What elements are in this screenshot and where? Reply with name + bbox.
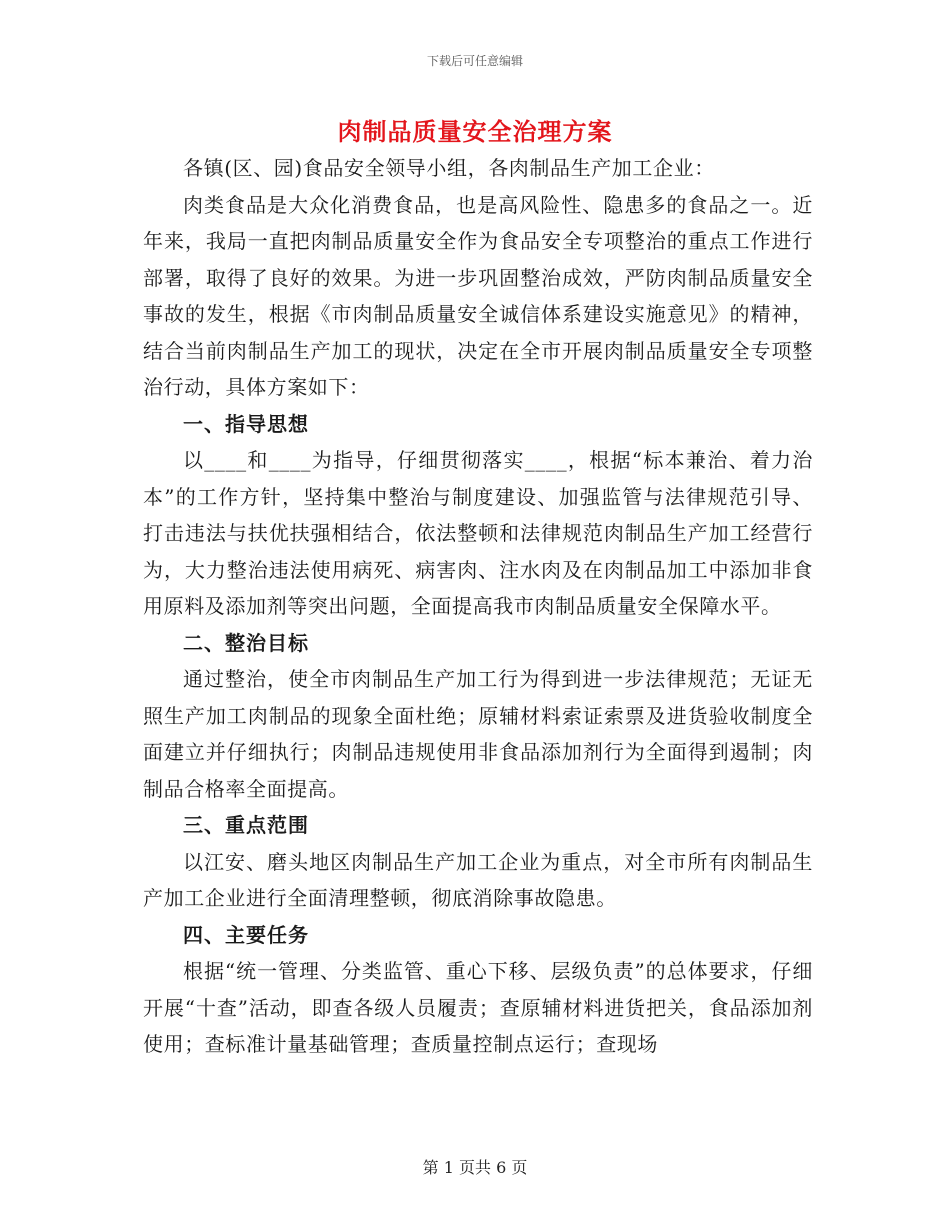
intro-paragraph: 肉类食品是大众化消费食品，也是高风险性、隐患多的食品之一。近年来，我局一直把肉制品质量安全作为食品安全专项整治的重点工作进行部署，取得了良好的效果。为进一步巩固整治成效，严防肉制品质量安全事故的发生，根据《市肉制品质量安全诚信体系建设实施意见》的精神，结合当前肉制品生产加工的现状，决定在全市开展肉制品质量安全专项整治行动，具体方案如下： [143,192,813,399]
section-heading-guiding-ideology: 一、指导思想 [183,411,309,436]
salutation-paragraph: 各镇(区、园)食品安全领导小组，各肉制品生产加工企业： [183,156,715,180]
section-heading-key-scope: 三、重点范围 [183,813,309,837]
section-paragraph-guiding-ideology: 以____和____为指导，仔细贯彻落实____，根据“标本兼治、着力治本”的工作方针，坚持集中整治与制度建设、加强监管与法律规范引导、打击违法与扶优扶强相结合，依法整顿和法律规范肉制品生产加工经营行为，大力整治违法使用病死、病害肉、注水肉及在肉制品加工中添加非食用原料及添加剂等突出问题，全面提高我市肉制品质量安全保障水平。 [143,448,813,618]
document-body [143,150,813,1063]
section-heading-goals: 二、整治目标 [183,630,309,655]
section-paragraph-main-tasks: 根据“统一管理、分类监管、重心下移、层级负责”的总体要求，仔细开展“十查”活动，即查各级人员履责；查原辅材料进货把关，食品添加剂使用；查标准计量基础管理；查质量控制点运行；查现场 [143,959,813,1056]
document-title: 肉制品质量安全治理方案 [337,118,613,146]
section-heading-main-tasks: 四、主要任务 [183,922,309,947]
section-paragraph-goals: 通过整治，使全市肉制品生产加工行为得到进一步法律规范；无证无照生产加工肉制品的现象全面杜绝；原辅材料索证索票及进货验收制度全面建立并仔细执行；肉制品违规使用非食品添加剂行为全面得到遏制；肉制品合格率全面提高。 [143,667,813,801]
page-header: 下载后可任意编辑 [426,54,523,68]
section-paragraph-key-scope: 以江安、磨头地区肉制品生产加工企业为重点，对全市所有肉制品生产加工企业进行全面清理整顿，彻底消除事故隐患。 [143,849,813,910]
page-footer: 第 1 页共 6 页 [422,1158,528,1177]
